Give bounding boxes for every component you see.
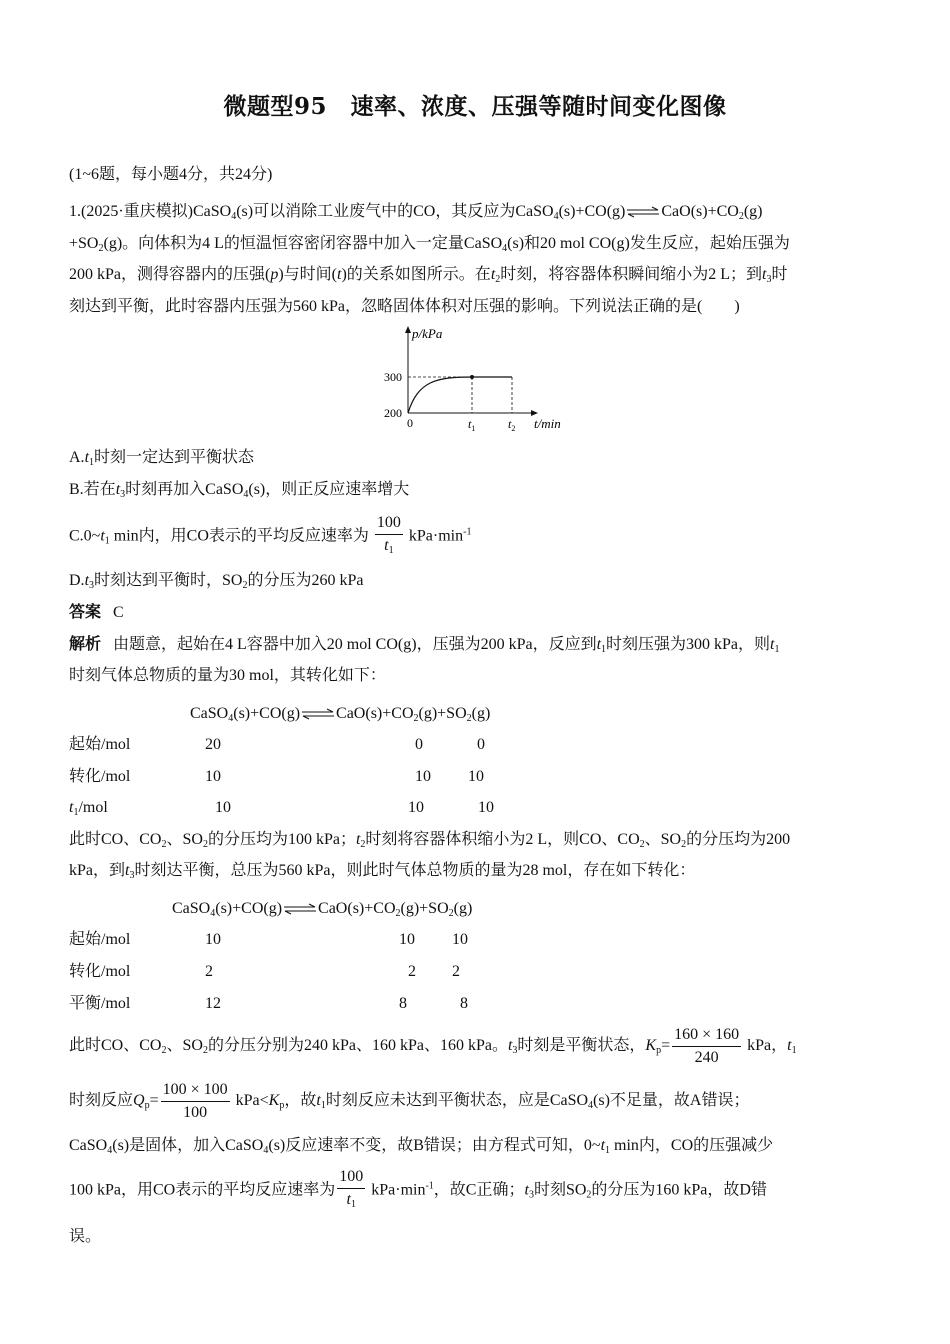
table-cell: 10: [478, 799, 494, 816]
table-cell: 8: [399, 995, 407, 1012]
data-point: [470, 375, 474, 379]
analysis-line-8: 100 kPa，用CO表示的平均反应速率为 $\frac{100}{t_1}$ $kPa\cdot\min^{-1}$，故C正确；$t_3$时刻$SO_2$的分压为160 kPa，故D错: [69, 1166, 767, 1216]
option-a: $A.t_1$时刻一定达到平衡状态: [69, 449, 255, 468]
option-b: B.若在$t_3$时刻再加入CaSO$_4$(s)，则正反应速率增大: [69, 481, 410, 500]
equilibrium-arrow-icon: [301, 708, 335, 720]
intro-note: (1~6题，每小题4分，共24分): [69, 166, 273, 183]
analysis-line-4: kPa，到$t_3$时刻达平衡，总压为560 kPa，则此时气体总物质的量为28 mol，存在如下转化：: [69, 862, 696, 881]
y-axis-label: p/kPa: [412, 326, 443, 341]
table-cell: 10: [415, 768, 431, 785]
table-row-label: 起始/mol: [69, 931, 131, 948]
table-row-label: 起始/mol: [69, 736, 131, 753]
answer-line: [69, 602, 124, 624]
analysis-line-3: 此时CO、$CO_2$、$SO_2$的分压均为100 kPa；$t_2$时刻将容器体积缩小为2 L，则CO、$CO_2$、$SO_2$的分压均为200: [69, 831, 791, 850]
analysis-line-5: 此时CO、$CO_2$、$SO_2$的分压分别为240 kPa、160 kPa、160 kPa。$t_3$时刻是平衡状态，$K_p=$ $\frac{160 \times 160}{240}$ kPa，$t_1$: [69, 1024, 797, 1069]
pressure-time-chart: [376, 322, 576, 438]
x-tick-label: $t_1$: [468, 417, 476, 433]
question-1-line-2: $+SO_2(g)$。向体积为4 L的恒温恒容密闭容器中加入一定量CaSO$_4$(s)和20 mol CO(g)发生反应，起始压强为: [69, 235, 790, 254]
analysis-line-2: 时刻气体总物质的量为30 mol，其转化如下：: [69, 667, 386, 684]
analysis-label: 解析: [69, 636, 102, 653]
table-cell: 10: [399, 931, 415, 948]
table-cell: 10: [205, 931, 221, 948]
table-cell: 2: [408, 963, 416, 980]
answer-value: C: [113, 604, 124, 621]
table-cell: 2: [452, 963, 460, 980]
table-cell: 0: [415, 736, 423, 753]
pressure-series-line: [408, 377, 512, 413]
equilibrium-arrow-icon: [283, 903, 317, 915]
answer-label: 答案: [69, 604, 102, 621]
question-1-line-1: 1.(2025·重庆模拟)CaSO$_4$(s)可以消除工业废气中的CO，其反应为CaSO$_4$(s)+CO(g) $CaO(s)+CO_2(g)$: [69, 203, 763, 222]
table-row-label: 平衡/mol: [69, 995, 131, 1012]
table-cell: 2: [205, 963, 213, 980]
table-cell: 20: [205, 736, 221, 753]
equation-1: CaSO$_4$(s)+CO(g) $CaO(s)+CO_2(g)+SO_2(g)$: [190, 705, 491, 724]
table-cell: 10: [468, 768, 484, 785]
x-tick-label: $t_2$: [508, 417, 516, 433]
table-cell: 8: [460, 995, 468, 1012]
table-cell: 10: [205, 768, 221, 785]
table-cell: 0: [477, 736, 485, 753]
equation-2: CaSO$_4$(s)+CO(g) $CaO(s)+CO_2(g)+SO_2(g)$: [172, 900, 473, 919]
table-row-label: 转化/mol: [69, 963, 131, 980]
x-axis-label: t/min: [534, 416, 561, 431]
option-c-fraction: $\frac{100}{t_1}$: [376, 514, 401, 556]
option-d: $D.t_3$时刻达到平衡时，$SO_2$的分压为260 kPa: [69, 572, 364, 591]
y-tick-label: 300: [384, 370, 402, 384]
question-1-line-3: 200 kPa，测得容器内的压强(p)与时间(t)的关系如图所示。在$t_2$时刻，将容器体积瞬间缩小为2 L；到$t_3$时: [69, 266, 788, 285]
y-axis-arrow-icon: [405, 326, 411, 333]
table-cell: 12: [205, 995, 221, 1012]
origin-label: 0: [407, 416, 413, 430]
table-cell: 10: [452, 931, 468, 948]
y-tick-label: 200: [384, 406, 402, 420]
table-cell: 10: [408, 799, 424, 816]
table-row-label: 转化/mol: [69, 768, 131, 785]
kp-fraction: $\frac{160 \times 160}{240}$: [674, 1026, 740, 1066]
equilibrium-arrow-icon: [626, 206, 660, 218]
qp-fraction: $\frac{100 \times 100}{100}$: [162, 1081, 228, 1121]
option-c: $C.0\sim t_1$ min内，用CO表示的平均反应速率为 $\frac{100}{t_1}$ $kPa\cdot\min^{-1}$: [69, 512, 471, 562]
analysis-line-6: 时刻反应$Q_p=$ $\frac{100 \times 100}{100}$ $kPa<K_p$，故$t_1$时刻反应未达到平衡状态，应是CaSO$_4$(s)不足量，故A错误；: [69, 1079, 750, 1124]
rate-fraction: $\frac{100}{t_1}$: [339, 1168, 364, 1210]
analysis-line-7: CaSO$_4$(s)是固体，加入CaSO$_4$(s)反应速率不变，故B错误；由方程式可知，$0\sim t_1$ min内，CO的压强减少: [69, 1137, 774, 1156]
page-title: 微题型95 速率、浓度、压强等随时间变化图像: [223, 93, 727, 120]
table-row-label: $t_1$/mol: [69, 799, 108, 818]
table-cell: 10: [215, 799, 231, 816]
analysis-line-1: 解析 由题意，起始在4 L容器中加入20 mol CO(g)，压强为200 kPa，反应到$t_1$时刻压强为300 kPa，则$t_1$: [69, 636, 780, 655]
question-1-line-4: 刻达到平衡，此时容器内压强为560 kPa，忽略固体体积对压强的影响。下列说法正确的是( ): [69, 298, 740, 315]
analysis-line-9: 误。: [69, 1228, 102, 1245]
